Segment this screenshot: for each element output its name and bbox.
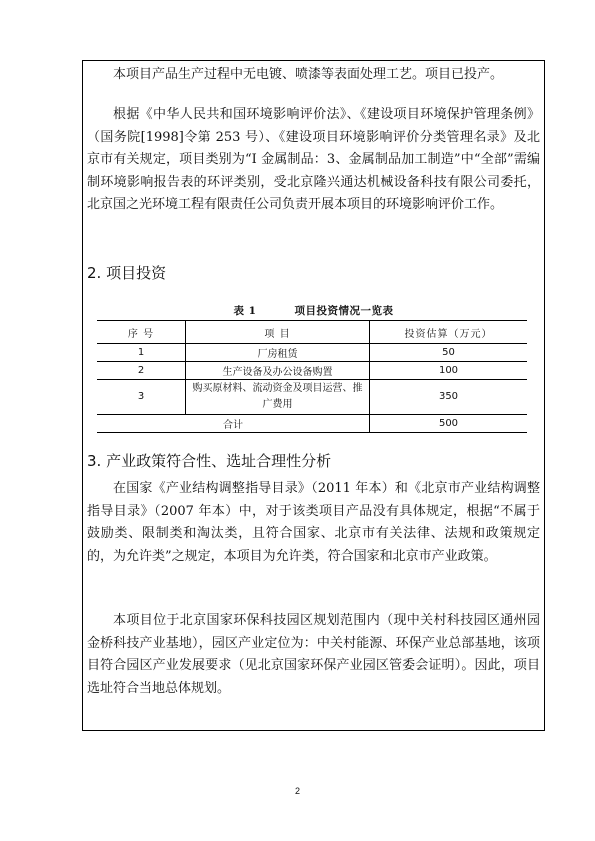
- total-label: 合计: [97, 415, 370, 433]
- table-header-row: [97, 321, 527, 344]
- row-amount: 350: [370, 380, 528, 415]
- section-3-paragraph-2: 本项目位于北京国家环保科技园区规划范围内（现中关村科技园区通州园金桥科技产业基地），园区产业定位为：中关村能源、环保产业总部基地，该项目符合园区产业发展要求（见北京国家环保产业园区管委会证明）。因此，项目选址符合当地总体规划。: [87, 613, 540, 696]
- table-total-row: [97, 415, 527, 433]
- row-number: 3: [97, 380, 186, 415]
- row-number: 2: [97, 362, 186, 380]
- table-row: [97, 380, 527, 415]
- row-item: 生产设备及办公设备购置: [186, 362, 370, 380]
- investment-table: [97, 320, 527, 433]
- row-amount: 100: [370, 362, 528, 380]
- section-2-heading: 2. 项目投资: [87, 264, 167, 282]
- section-3-paragraph-1: 在国家《产业结构调整指导目录》（2011 年本）和《北京市产业结构调整指导目录》（2007 年本）中，对于该类项目产品没有具体规定，根据“不属于鼓励类、限制类和淘汰类，且符合国家、北京市有关法律、法规和政策规定的，为允许类”之规定，本项目为允许类，符合国家和北京市产业政策。: [87, 481, 540, 564]
- column-header-amount: 投资估算（万元）: [370, 321, 528, 344]
- intro-paragraph-1: 本项目产品生产过程中无电镀、喷漆等表面处理工艺。项目已投产。: [113, 67, 504, 82]
- table-caption-title: 项目投资情况一览表: [294, 305, 394, 317]
- page-number: 2: [294, 786, 300, 796]
- column-header-item: 项 目: [186, 321, 370, 344]
- column-header-no: 序 号: [97, 321, 186, 344]
- intro-paragraph-2: 根据《中华人民共和国环境影响评价法》、《建设项目环境保护管理条例》（国务院[1998]令第 253 号）、《建设项目环境影响评价分类管理名录》及北京市有关规定，项目类别为“I 金属制品：3、金属制品加工制造”中“全部”需编制环境影响报告表的环评类别，受北京隆兴通达机械设备科技有限公司委托，北京国之光环境工程有限责任公司负责开展本项目的环境影响评价工作。: [87, 107, 540, 212]
- row-amount: 50: [370, 344, 528, 362]
- table-row: [97, 344, 527, 362]
- total-amount: 500: [370, 415, 528, 433]
- row-item: 厂房租赁: [186, 344, 370, 362]
- table-caption: [82, 303, 545, 318]
- table-row: [97, 362, 527, 380]
- row-item: 购买原材料、流动资金及项目运营、推广费用: [186, 380, 370, 415]
- section-3-heading: 3. 产业政策符合性、选址合理性分析: [87, 452, 332, 470]
- table-caption-number: 表 1: [233, 305, 257, 317]
- row-number: 1: [97, 344, 186, 362]
